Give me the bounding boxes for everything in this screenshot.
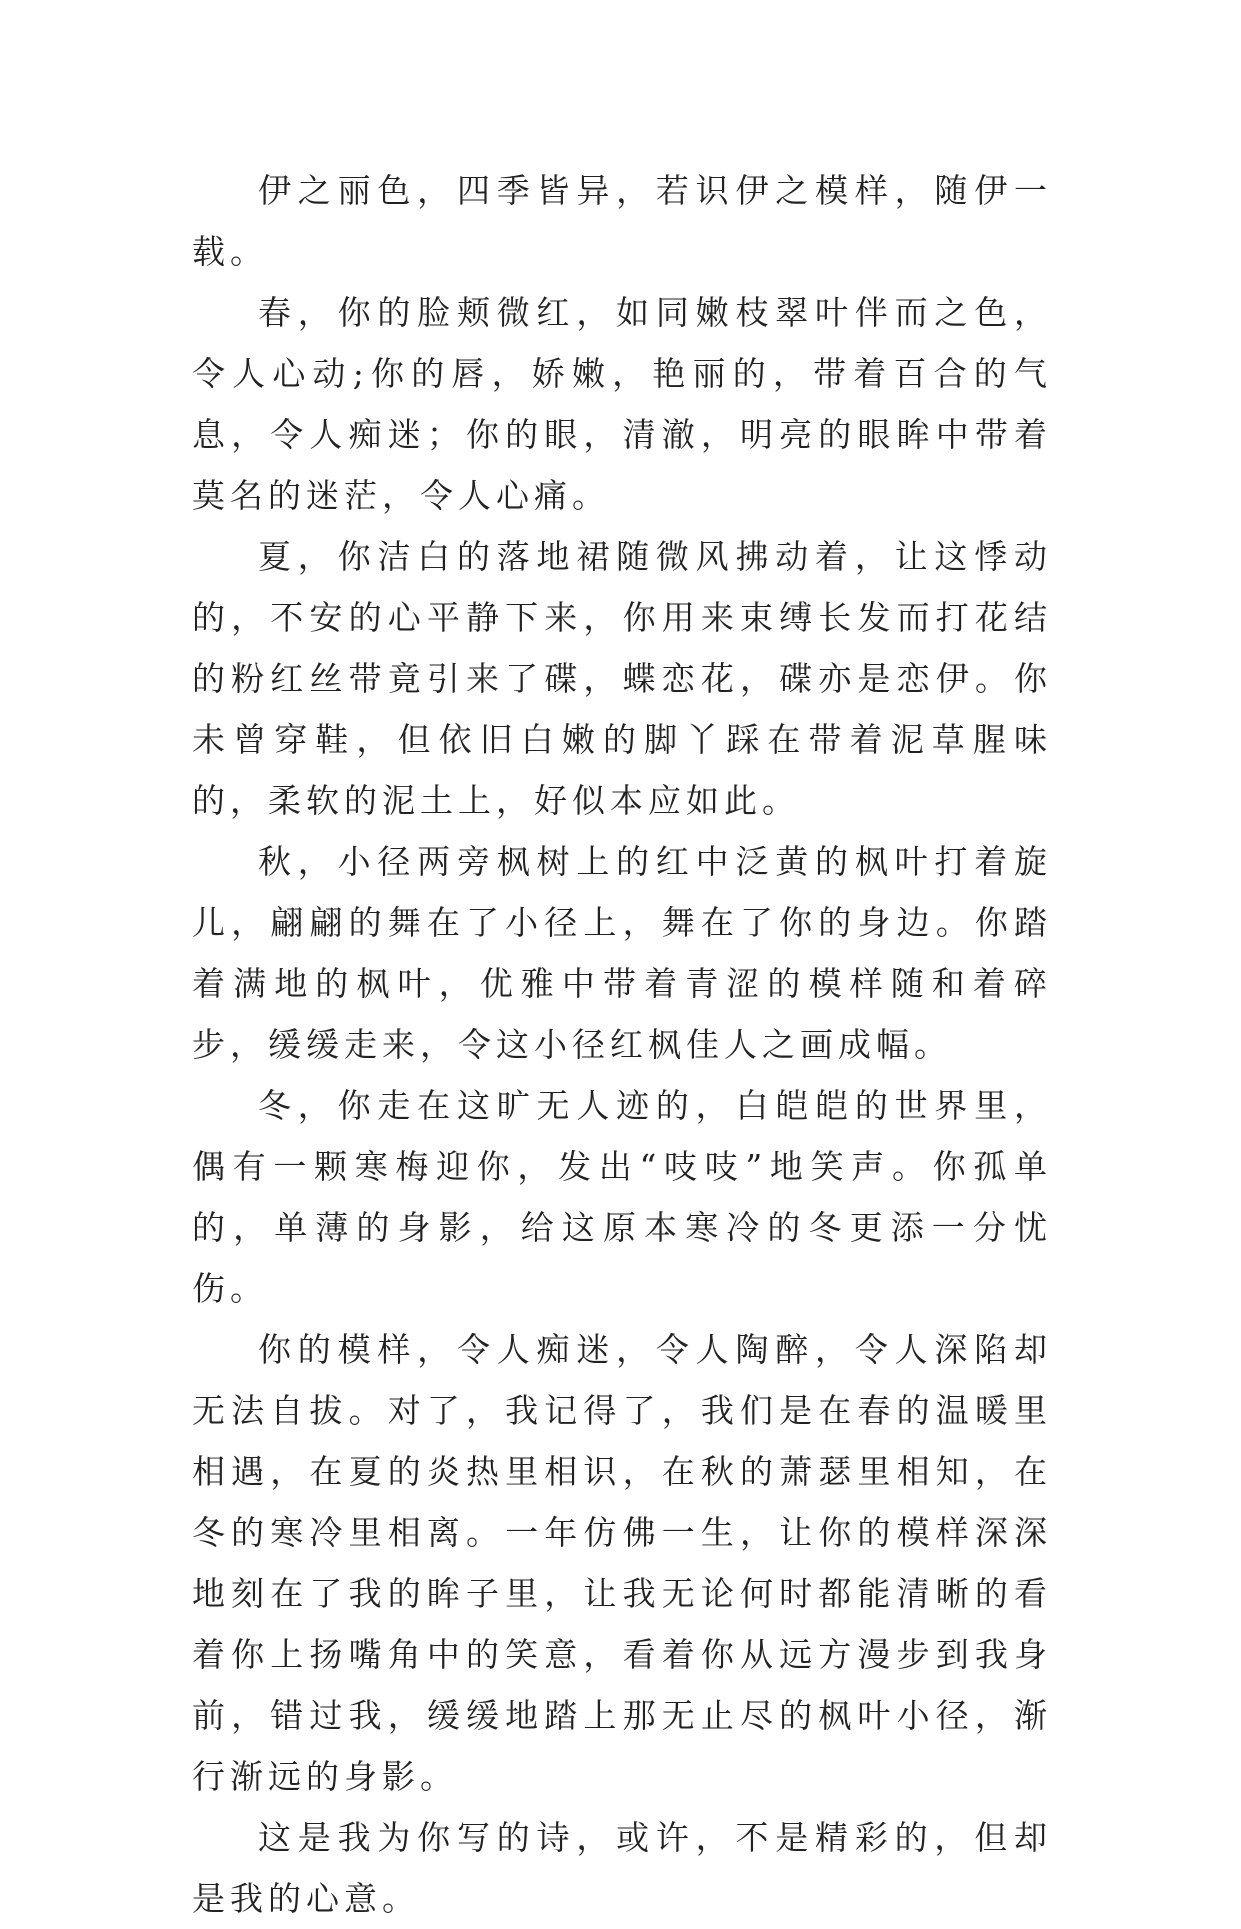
paragraph-closing: 这是我为你写的诗，或许，不是精彩的，但却是我的心意。 — [192, 1818, 1052, 1918]
paragraph-autumn: 秋，小径两旁枫树上的红中泛黄的枫叶打着旋儿，翩翩的舞在了小径上，舞在了你的身边。你踏着满地的枫叶，优雅中带着青涩的模样随和着碎步，缓缓走来，令这小径红枫佳人之画成幅。 — [192, 842, 1052, 1064]
document-page — [192, 160, 1052, 1929]
paragraph-spring: 春，你的脸颊微红，如同嫩枝翠叶伴而之色，令人心动;你的唇，娇嫩，艳丽的，带着百合的气息，令人痴迷；你的眼，清澈，明亮的眼眸中带着莫名的迷茫，令人心痛。 — [192, 293, 1052, 515]
paragraph-intro: 伊之丽色，四季皆异，若识伊之模样，随伊一载。 — [192, 171, 1052, 271]
paragraph-winter: 冬，你走在这旷无人迹的，白皑皑的世界里，偶有一颗寒梅迎你，发出“吱吱”地笑声。你孤单的，单薄的身影，给这原本寒冷的冬更添一分忧伤。 — [192, 1086, 1052, 1308]
paragraph-summer: 夏，你洁白的落地裙随微风拂动着，让这悸动的，不安的心平静下来，你用来束缚长发而打花结的粉红丝带竟引来了碟，蝶恋花，碟亦是恋伊。你未曾穿鞋，但依旧白嫩的脚丫踩在带着泥草腥味的，柔软的泥土上，好似本应如此。 — [192, 537, 1052, 820]
paragraph-reflection: 你的模样，令人痴迷，令人陶醉，令人深陷却无法自拔。对了，我记得了，我们是在春的温暖里相遇，在夏的炎热里相识，在秋的萧瑟里相知，在冬的寒冷里相离。一年仿佛一生，让你的模样深深地刻在了我的眸子里，让我无论何时都能清晰的看着你上扬嘴角中的笑意，看着你从远方漫步到我身前，错过我，缓缓地踏上那无止尽的枫叶小径，渐行渐远的身影。 — [192, 1330, 1052, 1796]
